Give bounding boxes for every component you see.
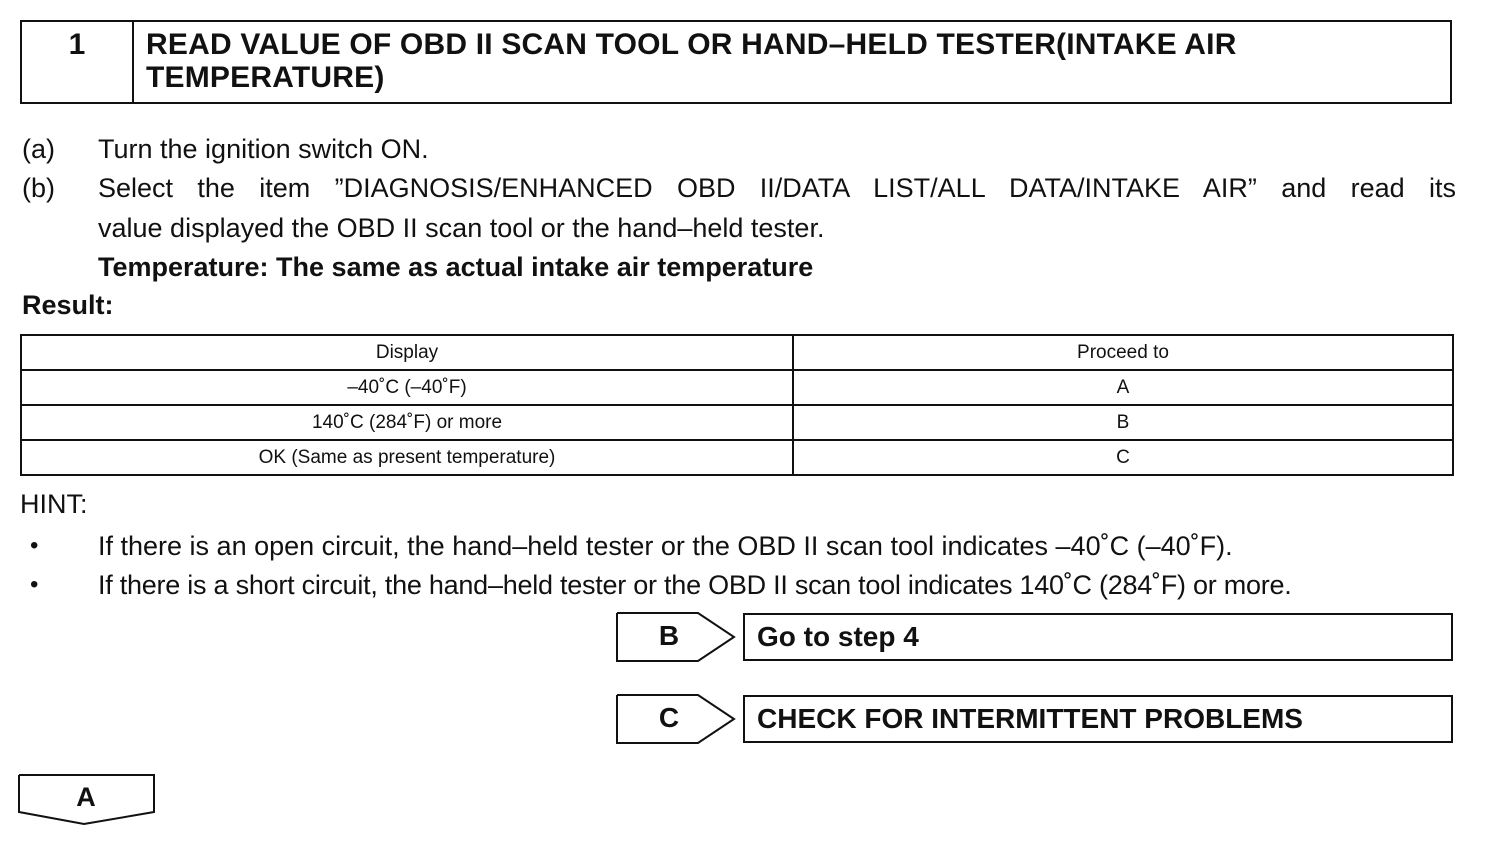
instruction-b-label: (b) — [22, 173, 55, 203]
hint-text-1: If there is an open circuit, the hand–held tester or the OBD II scan tool indicates –40˚C (–40˚F). — [98, 531, 1233, 561]
hint-text-2: If there is a short circuit, the hand–held tester or the OBD II scan tool indicates 140˚C (284˚F) or more. — [98, 570, 1292, 600]
step-title-line-1: READ VALUE OF OBD II SCAN TOOL OR HAND–HELD TESTER(INTAKE AIR — [146, 28, 1237, 61]
result-table — [20, 334, 1454, 476]
flow-label-b-text: B — [658, 620, 680, 651]
instruction-b-text-line-2: value displayed the OBD II scan tool or the hand–held tester. — [98, 213, 825, 243]
hint-bullet-2: • — [30, 571, 39, 598]
instruction-a-label: (a) — [22, 134, 55, 164]
step-number: 1 — [22, 22, 134, 102]
hint-label: HINT: — [20, 489, 88, 519]
table-cell-display: 140˚C (284˚F) or more — [21, 405, 793, 440]
instruction-b-text-line-1: Select the item ”DIAGNOSIS/ENHANCED OBD II/DATA LIST/ALL DATA/INTAKE AIR” and read its — [98, 173, 1456, 203]
table-cell-proceed: A — [793, 370, 1453, 405]
continue-label-a — [18, 774, 156, 826]
flow-action-b: Go to step 4 — [743, 613, 1453, 661]
step-title-line-2: TEMPERATURE) — [146, 61, 385, 94]
spec-text: Temperature: The same as actual intake air temperature — [98, 252, 814, 282]
flow-label-b — [616, 612, 734, 662]
table-row — [21, 440, 1453, 475]
table-cell-proceed: B — [793, 405, 1453, 440]
hint-bullet-1: • — [30, 532, 39, 559]
table-cell-proceed: C — [793, 440, 1453, 475]
step-header — [20, 20, 1452, 104]
column-header-proceed-to: Proceed to — [793, 335, 1453, 370]
flow-label-c-text: C — [658, 702, 680, 733]
table-cell-display: OK (Same as present temperature) — [21, 440, 793, 475]
table-row — [21, 370, 1453, 405]
flow-label-c — [616, 694, 734, 744]
flow-action-c: CHECK FOR INTERMITTENT PROBLEMS — [743, 695, 1453, 743]
table-header-row — [21, 335, 1453, 370]
table-cell-display: –40˚C (–40˚F) — [21, 370, 793, 405]
instruction-a-text: Turn the ignition switch ON. — [98, 134, 429, 164]
continue-label-a-text: A — [76, 782, 96, 812]
column-header-display: Display — [21, 335, 793, 370]
table-row — [21, 405, 1453, 440]
step-title — [134, 22, 1450, 102]
result-label: Result: — [22, 290, 114, 320]
